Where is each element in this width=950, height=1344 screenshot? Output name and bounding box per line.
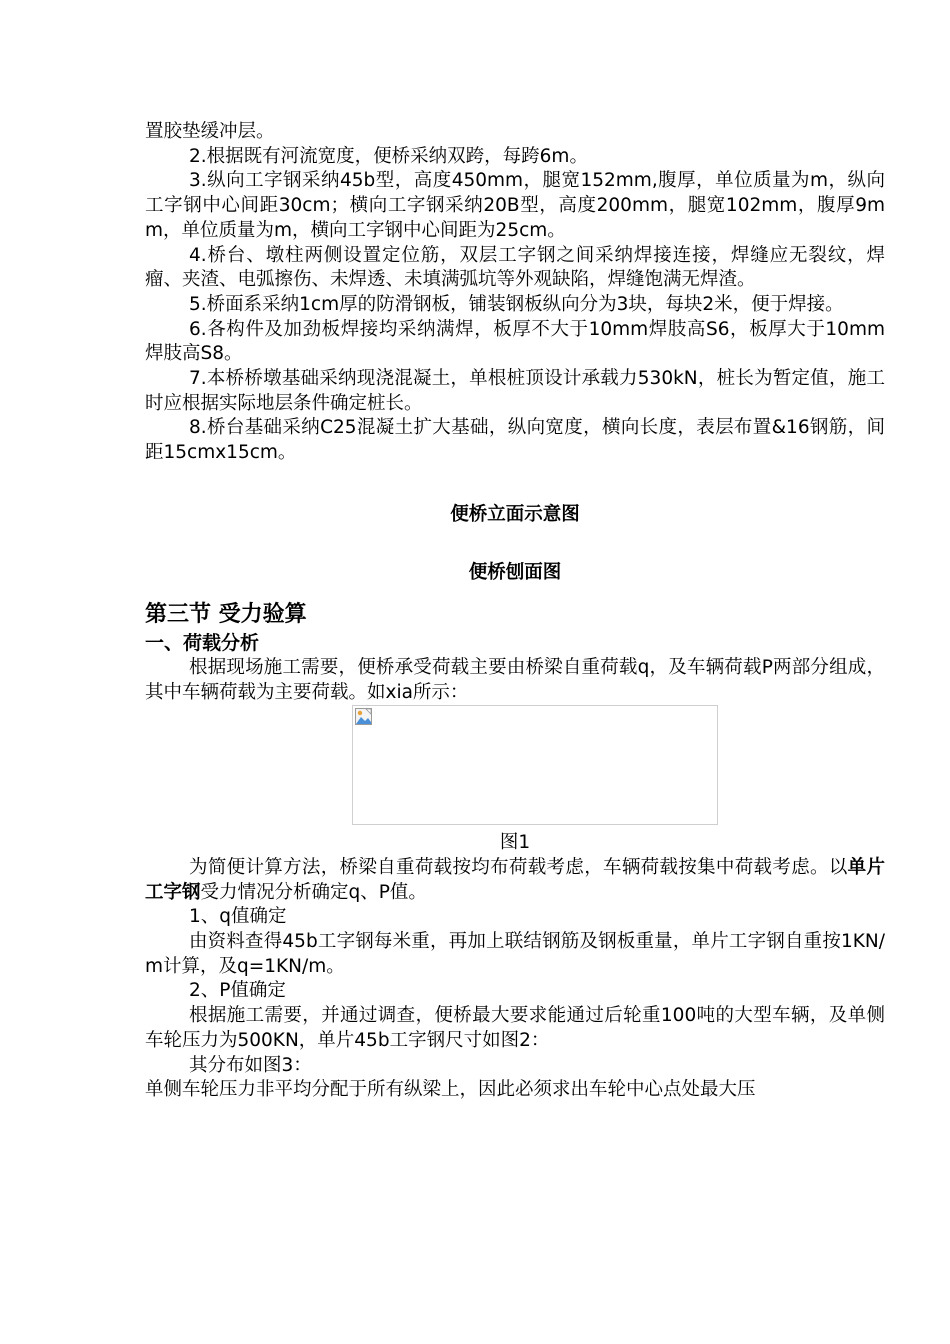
paragraph: 7.本桥桥墩基础采纳现浇混凝土，单根桩顶设计承载力530kN，桩长为暂定值，施工时应根据实际地层条件确定桩长。 [145, 368, 885, 414]
figure-caption-elevation: 便桥立面示意图 [450, 503, 580, 525]
paragraph: 8.桥台基础采纳C25混凝土扩大基础，纵向宽度，横向长度，表层布置&16钢筋，间距15cmx15cm。 [145, 417, 885, 464]
paragraph: 5.桥面系采纳1cm厚的防滑钢板，铺装钢板纵向分为3块，每块2米，便于焊接。 [189, 293, 844, 315]
paragraph: 根据现场施工需要，便桥承受荷载主要由桥梁自重荷载q，及车辆荷载P两部分组成，其中车辆荷载为主要荷载。如xia所示： [145, 656, 885, 703]
paragraph: 3.纵向工字钢采纳45b型，高度450mm，腿宽152mm,腹厚，单位质量为m，纵向工字钢中心间距30cm；横向工字钢采纳20B型，高度200mm，腿宽102mm，腹厚9mm，单位质量为m，横向工字钢中心间距为25cm。 [145, 170, 885, 241]
paragraph: 2、P值确定 [189, 980, 286, 1002]
text-run: 受力情况分析确定q、P值。 [200, 881, 427, 903]
paragraph: 根据施工需要，并通过调查，便桥最大要求能通过后轮重100吨的大型车辆，及单侧车轮压力为500KN，单片45b工字钢尺寸如图2： [145, 1005, 885, 1051]
figure-1-image [352, 705, 718, 825]
broken-image-icon [355, 708, 372, 725]
paragraph: 6.各构件及加劲板焊接均采纳满焊，板厚不大于10mm焊肢高S6，板厚大于10mm焊肢高S8。 [145, 318, 885, 365]
paragraph: 置胶垫缓冲层。 [145, 121, 275, 142]
paragraph: 1、q值确定 [189, 906, 287, 928]
paragraph: 4.桥台、墩柱两侧设置定位筋，双层工字钢之间采纳焊接连接，焊缝应无裂纹，焊瘤、夹渣、电弧擦伤、未焊透、未填满弧坑等外观缺陷，焊缝饱满无焊渣。 [145, 244, 885, 291]
figure-1-label: 图1 [499, 832, 531, 854]
section-heading: 第三节 受力验算 [145, 601, 307, 627]
figure-caption-section: 便桥刨面图 [468, 561, 562, 583]
document-page [145, 120, 885, 1103]
paragraph [145, 856, 885, 905]
paragraph: 单侧车轮压力非平均分配于所有纵梁上，因此必须求出车轮中心点处最大压 [145, 1079, 756, 1101]
subsection-heading: 一、荷载分析 [145, 631, 260, 654]
paragraph: 其分布如图3： [189, 1054, 312, 1076]
bold-text: 单片工字钢 [145, 856, 885, 903]
text-run: 为简便计算方法，桥梁自重荷载按均布荷载考虑，车辆荷载按集中荷载考虑。以 [189, 856, 848, 878]
paragraph: 2.根据既有河流宽度，便桥采纳双跨，每跨6m。 [189, 145, 588, 167]
paragraph: 由资料查得45b工字钢每米重，再加上联结钢筋及钢板重量，单片工字钢自重按1KN/m计算，及q=1KN/m。 [145, 931, 885, 977]
